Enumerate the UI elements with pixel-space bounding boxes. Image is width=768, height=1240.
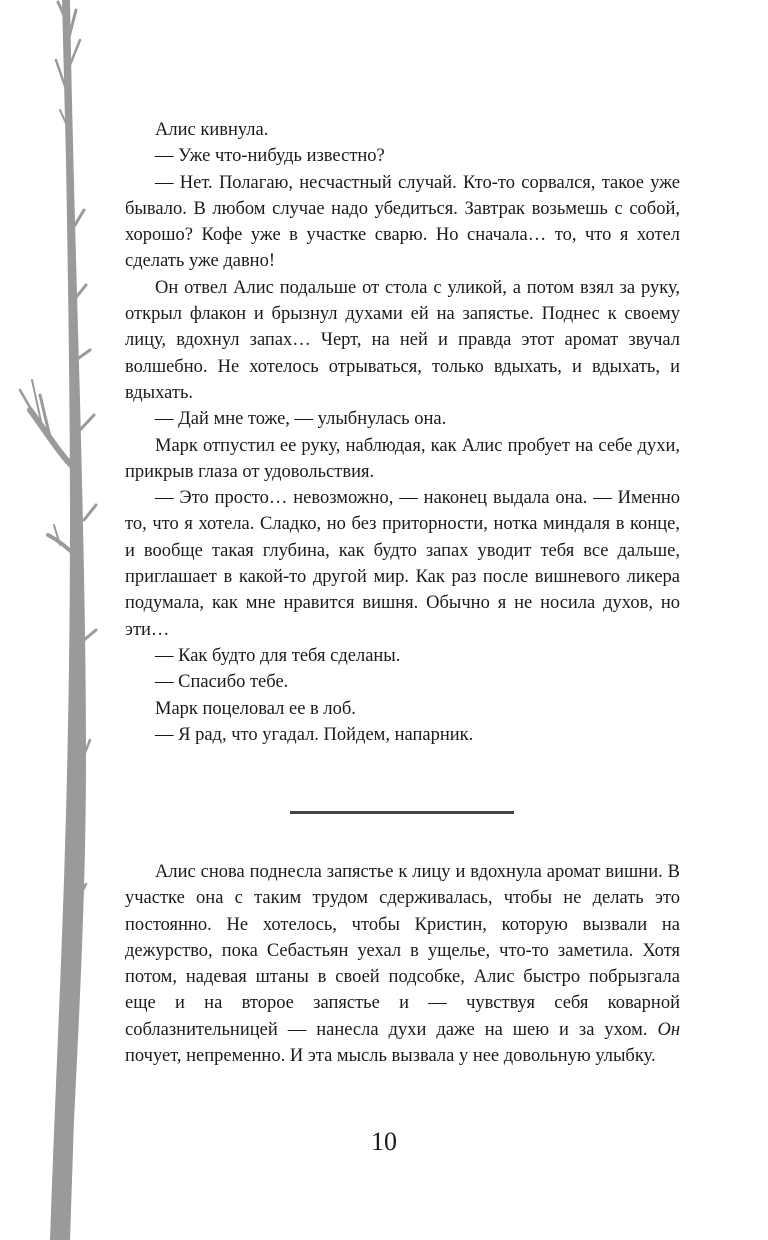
paragraph: — Как будто для тебя сделаны. bbox=[155, 645, 401, 666]
paragraph: — Нет. Полагаю, несчастный случай. Кто-то сорвался, такое уже бывало. В любом случае надо убедиться. Завтрак возьмешь с собой, хорошо? Кофе уже в участке сварю. Но сначала… то, что я хотел сделать уже давно! bbox=[125, 172, 680, 272]
paragraph: — Это просто… невозможно, — наконец выдала она. — Именно то, что я хотела. Сладко, но без приторности, нотка миндаля в конце, и вообще такая глубина, как будто запах уводит тебя все дальше, приглашает в какой-то другой мир. Как раз после вишневого ликера подумала, как мне нравится вишня. Обычно я не носила духов, но эти… bbox=[125, 488, 680, 640]
section-divider bbox=[290, 811, 514, 814]
paragraph: — Дай мне тоже, — улыбнулась она. bbox=[155, 409, 447, 430]
text-section-1 bbox=[125, 117, 680, 748]
bare-tree-icon bbox=[0, 0, 120, 1240]
italic-emphasis: Он bbox=[657, 1019, 680, 1040]
paragraph: — Уже что-нибудь известно? bbox=[155, 146, 385, 167]
paragraph: — Спасибо тебе. bbox=[155, 672, 289, 693]
paragraph: Марк поцеловал ее в лоб. bbox=[155, 698, 356, 719]
paragraph: Он отвел Алис подальше от стола с уликой, а потом взял за руку, открыл флакон и брызнул духами ей на запястье. Поднес к своему лицу, вдохнул запах… Черт, на ней и правда этот аромат звучал волшебно. Не хотелось отрываться, только вдыхать, и вдыхать, и вдыхать. bbox=[125, 277, 680, 403]
paragraph: Марк отпустил ее руку, наблюдая, как Алис пробует на себе духи, прикрыв глаза от удовольствия. bbox=[125, 435, 680, 482]
paragraph: Алис кивнула. bbox=[155, 120, 269, 140]
page-number: 10 bbox=[371, 1127, 397, 1156]
text-section-2 bbox=[125, 859, 680, 1069]
paragraph-text: почует, непременно. И эта мысль вызвала у нее довольную улыбку. bbox=[125, 1046, 656, 1067]
paragraph: — Я рад, что угадал. Пойдем, напарник. bbox=[155, 724, 474, 745]
paragraph-text: Алис снова поднесла запястье к лицу и вдохнула аромат вишни. В участке она с таким трудом сдерживалась, чтобы не делать это постоянно. Не хотелось, чтобы Кристин, которую вызвали на дежурство, пока Себастьян уехал в ущелье, что-то заметила. Хотя потом, надевая штаны в своей подсобке, Алис быстро побрызгала еще и на второе запястье и — чувствуя себя коварной соблазнительницей — нанесла духи даже на шею и за ухом. bbox=[125, 862, 680, 1040]
paragraph bbox=[125, 859, 680, 1069]
